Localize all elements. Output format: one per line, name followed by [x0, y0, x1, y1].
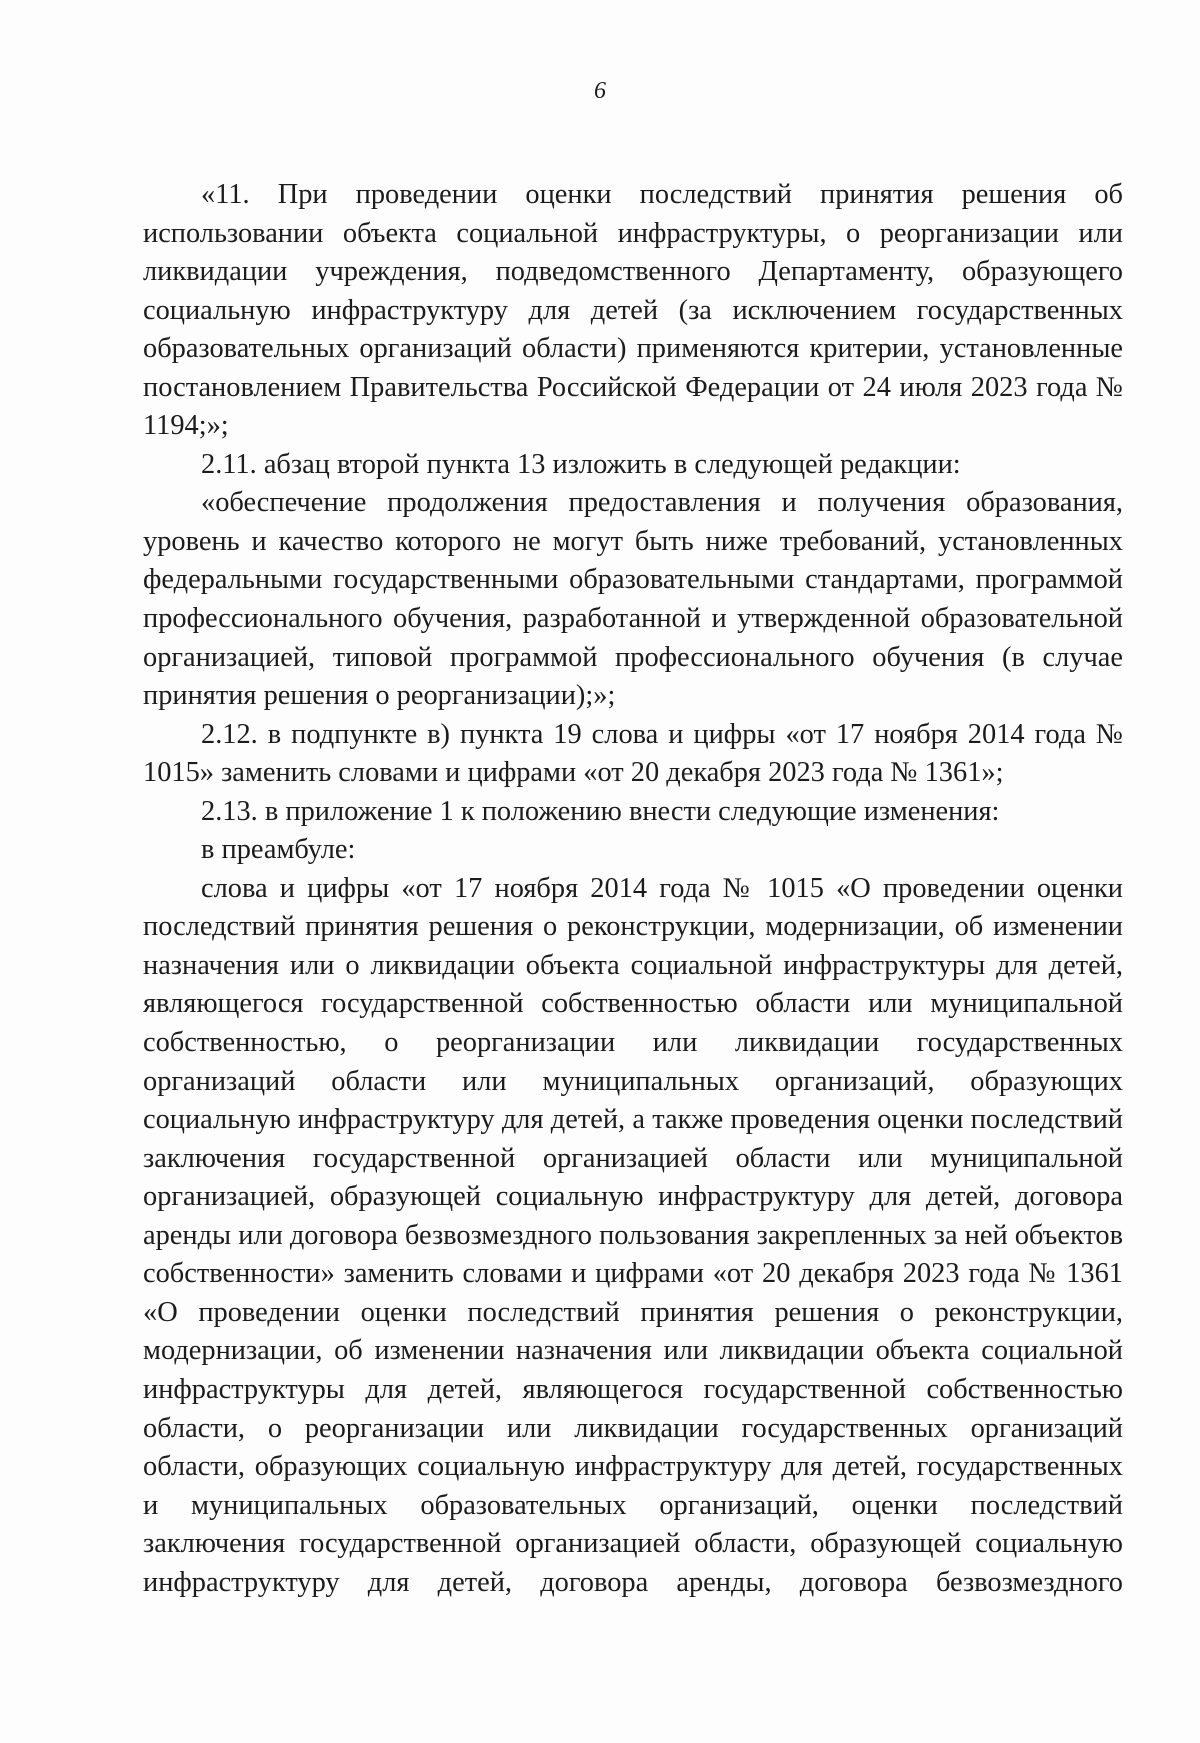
- paragraph-2-12: 2.12. в подпункте в) пункта 19 слова и цифры «от 17 ноября 2014 года № 1015» заменить словами и цифрами «от 20 декабря 2023 года № 1361»;: [143, 718, 1123, 789]
- paragraph-words-and-numbers: слова и цифры «от 17 ноября 2014 года № 1015 «О проведении оценки последствий принятия решения о реконструкции, модернизации, об изменении назначения или о ликвидации объекта социальной инфраструктуры для детей, являющегося государственной собственностью области или муниципальной собственностью, о реорганизации или ликвидации государственных организаций области или муниципальных организаций, образующих социальную инфраструктуру для детей, а также проведения оценки последствий заключения государственной организацией области или муниципальной организацией, образующей социальную инфраструктуру для детей, договора аренды или договора безвозмездного пользования закрепленных за ней объектов собственности» заменить словами и цифрами «от 20 декабря 2023 года № 1361 «О проведении оценки последствий принятия решения о реконструкции, модернизации, об изменении назначения или ликвидации объекта социальной инфраструктуры для детей, являющегося государственной собственностью области, о реорганизации или ликвидации государственных организаций области, образующих социальную инфраструктуру для детей, государственных и муниципальных образовательных организаций, оценки последствий заключения государственной организацией области, образующей социальную инфраструктуру для детей, договора аренды, договора безвозмездного: [143, 872, 1124, 1598]
- paragraph-2-11: 2.11. абзац второй пункта 13 изложить в следующей редакции:: [201, 448, 961, 480]
- page-number: 6: [594, 78, 606, 104]
- paragraph-quoted-text: «обеспечение продолжения предоставления и получения образования, уровень и качество которого не могут быть ниже требований, установленных федеральными государственными образовательными стандартами, программой профессионального обучения, разработанной и утвержденной образовательной организацией, типовой программой профессионального обучения (в случае принятия решения о реорганизации);»;: [143, 487, 1123, 712]
- paragraph-2-13: 2.13. в приложение 1 к положению внести следующие изменения:: [201, 795, 1000, 827]
- document-body: [143, 176, 1123, 1602]
- paragraph-item-11: «11. При проведении оценки последствий принятия решения об использовании объекта социальной инфраструктуры, о реорганизации или ликвидации учреждения, подведомственного Департаменту, образующего социальную инфраструктуру для детей (за исключением государственных образовательных организаций области) применяются критерии, установленные постановлением Правительства Российской Федерации от 24 июля 2023 года № 1194;»;: [143, 179, 1123, 442]
- paragraph-preamble: в преамбуле:: [201, 834, 356, 866]
